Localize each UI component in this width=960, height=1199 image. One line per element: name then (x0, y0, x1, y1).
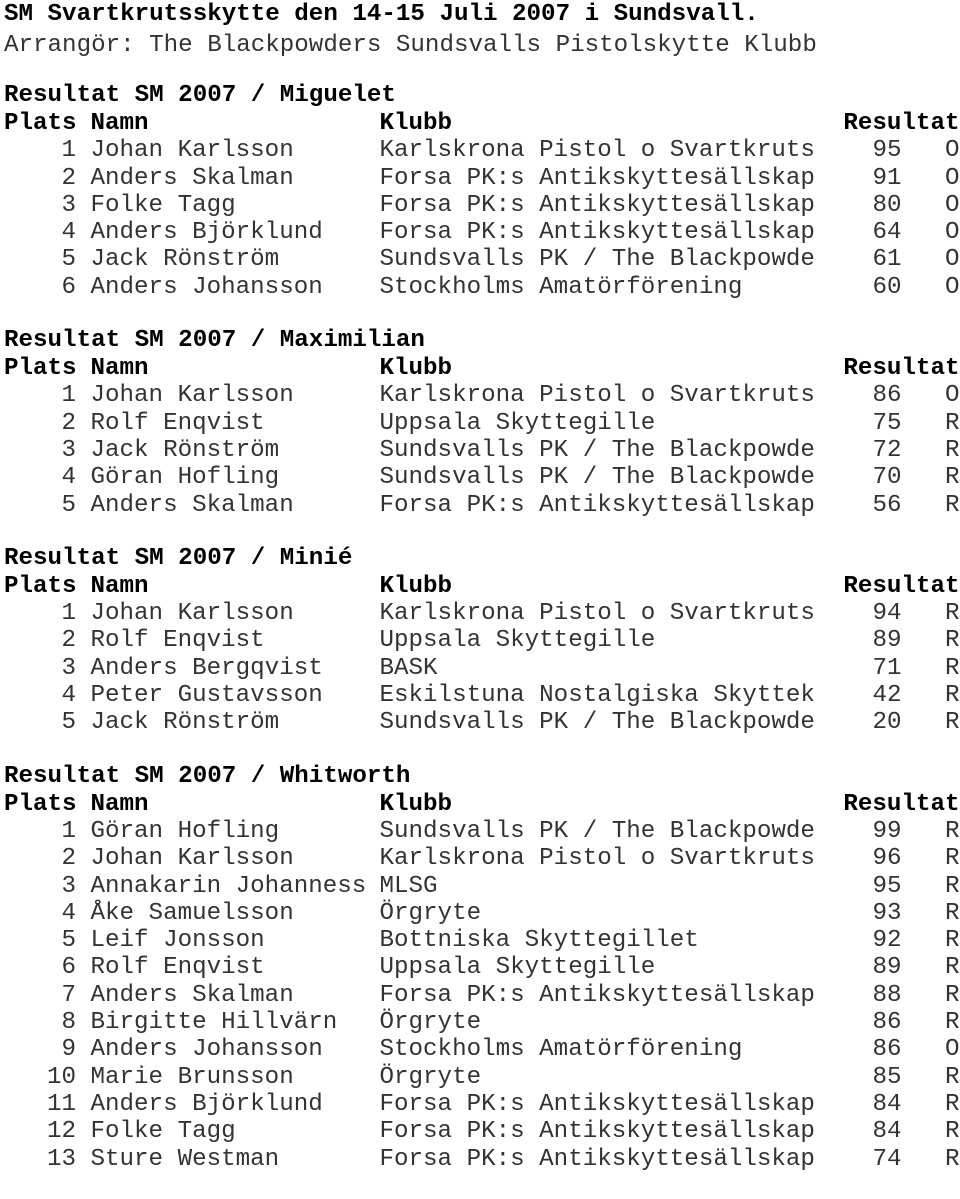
table-row (4, 1146, 960, 1173)
cell-namn: Johan Karlsson (90, 600, 294, 628)
cell-typ: R (944, 1090, 960, 1118)
cell-klubb: Forsa PK:s Antikskyttesällskap (379, 219, 815, 247)
cell-resultat: 94 (872, 600, 902, 628)
cell-namn: Leif Jonsson (90, 927, 265, 955)
cell-klubb: Karlskrona Pistol o Svartkruts (379, 137, 815, 165)
cell-plats: 12 (46, 1118, 76, 1146)
section-title: Resultat SM 2007 / Minié (4, 544, 353, 572)
cell-plats: 2 (61, 164, 76, 192)
cell-typ: R (944, 1118, 960, 1146)
table-row (4, 1118, 960, 1145)
cell-klubb: Bottniska Skyttegillet (379, 927, 699, 955)
cell-namn: Johan Karlsson (90, 845, 294, 873)
cell-resultat: 86 (872, 1036, 902, 1064)
cell-resultat: 88 (872, 981, 902, 1009)
results-sections (4, 82, 960, 1173)
cell-klubb: Sundsvalls PK / The Blackpowde (379, 817, 815, 845)
cell-plats: 1 (61, 137, 76, 165)
cell-plats: 4 (61, 682, 76, 710)
cell-plats: 1 (61, 382, 76, 410)
cell-resultat: 96 (872, 845, 902, 873)
cell-resultat: 80 (872, 191, 902, 219)
organizer-line: Arrangör: The Blackpowders Sundsvalls Pistolskytte Klubb (4, 32, 817, 59)
cell-resultat: 99 (872, 817, 902, 845)
cell-plats: 1 (61, 600, 76, 628)
cell-klubb: Stockholms Amatörförening (379, 1036, 743, 1064)
table-row (4, 382, 960, 409)
table-row (4, 927, 960, 954)
table-row (4, 464, 960, 491)
cell-typ: O (944, 246, 960, 274)
cell-typ: R (944, 1063, 960, 1091)
cell-typ: R (944, 436, 960, 464)
cell-klubb: MLSG (379, 872, 438, 900)
cell-klubb: Örgryte (379, 1009, 482, 1037)
cell-namn: Åke Samuelsson (90, 899, 294, 927)
cell-namn: Marie Brunsson (90, 1063, 294, 1091)
cell-namn: Birgitte Hillvärn (90, 1009, 338, 1037)
cell-namn: Anders Skalman (90, 164, 294, 192)
table-row (4, 954, 960, 981)
table-row (4, 437, 960, 464)
cell-resultat: 56 (872, 491, 902, 519)
table-row (4, 165, 960, 192)
cell-klubb: Sundsvalls PK / The Blackpowde (379, 436, 815, 464)
cell-klubb: BASK (379, 654, 438, 682)
cell-klubb: Forsa PK:s Antikskyttesällskap (379, 981, 815, 1009)
cell-namn: Jack Rönström (90, 246, 280, 274)
cell-plats: 6 (61, 954, 76, 982)
cell-namn: Folke Tagg (90, 1118, 236, 1146)
cell-namn: Anders Björklund (90, 1090, 323, 1118)
cell-namn: Annakarin Johanness (90, 872, 367, 900)
cell-typ: R (944, 491, 960, 519)
cell-typ: O (944, 273, 960, 301)
cell-plats: 5 (61, 927, 76, 955)
cell-typ: R (944, 654, 960, 682)
cell-resultat: 72 (872, 436, 902, 464)
cell-plats: 5 (61, 246, 76, 274)
cell-typ: O (944, 219, 960, 247)
header-klubb: Klubb (379, 572, 453, 600)
table-row (4, 627, 960, 654)
cell-typ: R (944, 709, 960, 737)
cell-resultat: 86 (872, 1009, 902, 1037)
cell-plats: 1 (61, 817, 76, 845)
cell-namn: Johan Karlsson (90, 137, 294, 165)
table-row (4, 1009, 960, 1036)
cell-namn: Anders Johansson (90, 1036, 323, 1064)
cell-klubb: Karlskrona Pistol o Svartkruts (379, 600, 815, 628)
cell-plats: 4 (61, 464, 76, 492)
header-plats: Plats (4, 110, 77, 137)
table-row (4, 246, 960, 273)
cell-resultat: 85 (872, 1063, 902, 1091)
cell-namn: Jack Rönström (90, 709, 280, 737)
header-resultat: Resultat (843, 572, 960, 600)
cell-namn: Rolf Enqvist (90, 954, 265, 982)
cell-typ: R (944, 817, 960, 845)
cell-plats: 11 (46, 1090, 76, 1118)
cell-plats: 6 (61, 273, 76, 301)
header-plats: Plats (4, 355, 77, 383)
cell-klubb: Forsa PK:s Antikskyttesällskap (379, 1118, 815, 1146)
cell-typ: R (944, 927, 960, 955)
cell-typ: R (944, 1009, 960, 1037)
cell-resultat: 84 (872, 1118, 902, 1146)
cell-typ: R (944, 872, 960, 900)
document-title: SM Svartkrutsskytte den 14-15 Juli 2007 i Sundsvall. (4, 1, 759, 28)
results-section (4, 763, 960, 1173)
cell-namn: Sture Westman (90, 1145, 280, 1173)
cell-namn: Anders Johansson (90, 273, 323, 301)
cell-klubb: Stockholms Amatörförening (379, 273, 743, 301)
cell-plats: 8 (61, 1009, 76, 1037)
cell-resultat: 64 (872, 219, 902, 247)
table-row (4, 410, 960, 437)
cell-namn: Johan Karlsson (90, 382, 294, 410)
cell-klubb: Forsa PK:s Antikskyttesällskap (379, 491, 815, 519)
cell-typ: O (944, 382, 960, 410)
header-resultat: Resultat (843, 110, 960, 137)
header-klubb: Klubb (379, 790, 453, 818)
cell-klubb: Forsa PK:s Antikskyttesällskap (379, 191, 815, 219)
table-row (4, 709, 960, 736)
header-namn: Namn (90, 572, 149, 600)
table-row (4, 818, 960, 845)
cell-namn: Anders Bergqvist (90, 654, 323, 682)
table-header-row (4, 573, 960, 600)
results-section (4, 82, 960, 301)
table-row (4, 1091, 960, 1118)
cell-klubb: Örgryte (379, 899, 482, 927)
header-klubb: Klubb (379, 110, 453, 137)
cell-klubb: Sundsvalls PK / The Blackpowde (379, 709, 815, 737)
cell-plats: 10 (46, 1063, 76, 1091)
cell-klubb: Forsa PK:s Antikskyttesällskap (379, 1145, 815, 1173)
cell-typ: R (944, 899, 960, 927)
cell-typ: R (944, 1145, 960, 1173)
cell-namn: Folke Tagg (90, 191, 236, 219)
cell-namn: Göran Hofling (90, 817, 280, 845)
cell-klubb: Sundsvalls PK / The Blackpowde (379, 246, 815, 274)
cell-plats: 3 (61, 872, 76, 900)
table-row (4, 1036, 960, 1063)
cell-resultat: 60 (872, 273, 902, 301)
cell-namn: Anders Skalman (90, 981, 294, 1009)
cell-typ: R (944, 409, 960, 437)
section-title: Resultat SM 2007 / Miguelet (4, 82, 396, 109)
cell-resultat: 89 (872, 954, 902, 982)
cell-resultat: 42 (872, 682, 902, 710)
header-plats: Plats (4, 790, 77, 818)
cell-plats: 13 (46, 1145, 76, 1173)
cell-klubb: Sundsvalls PK / The Blackpowde (379, 464, 815, 492)
cell-resultat: 61 (872, 246, 902, 274)
results-section (4, 327, 960, 519)
cell-plats: 9 (61, 1036, 76, 1064)
header-namn: Namn (90, 355, 149, 383)
cell-plats: 5 (61, 709, 76, 737)
cell-namn: Anders Björklund (90, 219, 323, 247)
header-namn: Namn (90, 790, 149, 818)
cell-namn: Rolf Enqvist (90, 409, 265, 437)
header-klubb: Klubb (379, 355, 453, 383)
cell-typ: R (944, 464, 960, 492)
header-namn: Namn (90, 110, 149, 137)
cell-klubb: Karlskrona Pistol o Svartkruts (379, 382, 815, 410)
table-header-row (4, 110, 960, 137)
cell-plats: 3 (61, 654, 76, 682)
cell-typ: O (944, 1036, 960, 1064)
cell-klubb: Uppsala Skyttegille (379, 409, 656, 437)
cell-typ: O (944, 191, 960, 219)
cell-resultat: 74 (872, 1145, 902, 1173)
table-row (4, 900, 960, 927)
cell-plats: 3 (61, 191, 76, 219)
cell-namn: Jack Rönström (90, 436, 280, 464)
cell-klubb: Forsa PK:s Antikskyttesällskap (379, 164, 815, 192)
cell-klubb: Karlskrona Pistol o Svartkruts (379, 845, 815, 873)
table-row (4, 492, 960, 519)
cell-resultat: 84 (872, 1090, 902, 1118)
cell-plats: 2 (61, 627, 76, 655)
header-resultat: Resultat (843, 790, 960, 818)
cell-typ: R (944, 845, 960, 873)
cell-resultat: 20 (872, 709, 902, 737)
cell-resultat: 75 (872, 409, 902, 437)
cell-plats: 4 (61, 219, 76, 247)
table-row (4, 873, 960, 900)
cell-resultat: 91 (872, 164, 902, 192)
cell-resultat: 95 (872, 137, 902, 165)
cell-plats: 2 (61, 845, 76, 873)
cell-typ: O (944, 137, 960, 165)
section-title: Resultat SM 2007 / Whitworth (4, 762, 411, 790)
header-resultat: Resultat (843, 355, 960, 383)
table-row (4, 137, 960, 164)
cell-klubb: Uppsala Skyttegille (379, 627, 656, 655)
cell-resultat: 93 (872, 899, 902, 927)
cell-resultat: 92 (872, 927, 902, 955)
cell-plats: 7 (61, 981, 76, 1009)
table-header-row (4, 791, 960, 818)
table-row (4, 682, 960, 709)
results-section (4, 545, 960, 737)
header-plats: Plats (4, 572, 77, 600)
section-title: Resultat SM 2007 / Maximilian (4, 327, 425, 355)
cell-klubb: Uppsala Skyttegille (379, 954, 656, 982)
table-row (4, 845, 960, 872)
cell-typ: R (944, 627, 960, 655)
cell-klubb: Forsa PK:s Antikskyttesällskap (379, 1090, 815, 1118)
cell-namn: Peter Gustavsson (90, 682, 323, 710)
cell-resultat: 89 (872, 627, 902, 655)
cell-klubb: Örgryte (379, 1063, 482, 1091)
table-row (4, 600, 960, 627)
cell-namn: Göran Hofling (90, 464, 280, 492)
results-document (4, 0, 960, 1199)
table-row (4, 655, 960, 682)
cell-resultat: 71 (872, 654, 902, 682)
table-row (4, 1064, 960, 1091)
cell-plats: 5 (61, 491, 76, 519)
table-header-row (4, 355, 960, 382)
table-row (4, 982, 960, 1009)
cell-resultat: 95 (872, 872, 902, 900)
cell-plats: 3 (61, 436, 76, 464)
table-row (4, 219, 960, 246)
cell-typ: R (944, 682, 960, 710)
cell-plats: 4 (61, 899, 76, 927)
cell-namn: Rolf Enqvist (90, 627, 265, 655)
cell-plats: 2 (61, 409, 76, 437)
cell-typ: R (944, 600, 960, 628)
cell-klubb: Eskilstuna Nostalgiska Skyttek (379, 682, 815, 710)
table-row (4, 274, 960, 301)
cell-resultat: 70 (872, 464, 902, 492)
cell-resultat: 86 (872, 382, 902, 410)
table-row (4, 192, 960, 219)
cell-typ: O (944, 164, 960, 192)
cell-namn: Anders Skalman (90, 491, 294, 519)
cell-typ: R (944, 981, 960, 1009)
cell-typ: R (944, 954, 960, 982)
